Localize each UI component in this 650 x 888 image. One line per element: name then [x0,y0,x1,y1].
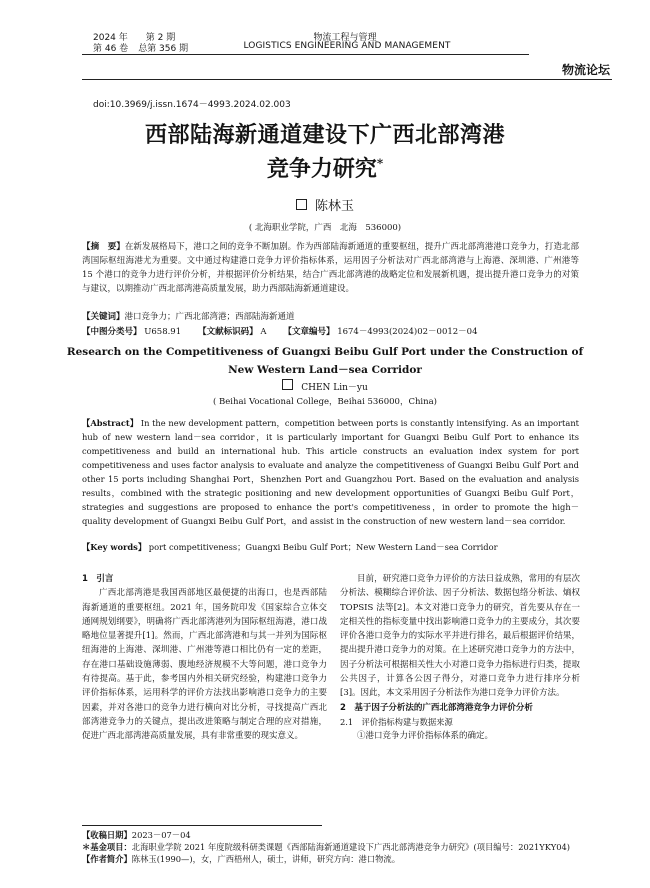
body-column-left [82,572,327,744]
total-issue-label: 总第 356 期 [138,44,189,54]
keywords-cn [82,310,579,322]
paper-title-text: 竞争力研究 [266,156,377,182]
english-title-line1: Research on the Competitiveness of Guangxi Beibu Gulf Port under the Construction of [66,346,584,358]
body-column-right [340,572,580,744]
author-name: 陈林玉 [314,199,354,214]
box-icon [282,379,293,390]
author-bio-value: 陈林玉(1990—)，女，广西梧州人，硕士，讲师，研究方向：港口物流。 [131,854,400,864]
journal-volume-line [93,41,198,54]
english-title-line2: New Western Land－sea Corridor [228,364,422,376]
volume-label: 第 46 卷 [93,44,129,54]
received-value: 2023－07－04 [131,830,191,840]
keywords-cn-text: 港口竞争力；广西北部湾港；西部陆海新通道 [124,312,295,322]
section-heading: 1 引言 [82,574,114,584]
author-en-line [60,379,590,393]
paper-title-line1: 西部陆海新通道建设下广西北部湾港 [144,122,505,148]
footnote [82,829,579,865]
year-label: 2024 年 [93,33,128,43]
body-paragraph: 广西北部湾港是我国西部地区最便捷的出海口，也是西部陆海新通道的重要枢纽。2021 年，国务院印发《国家综合立体交通网规划纲要》，明确将广西北部湾港列为国际枢纽海港，港口战略地位显著提升[1]。然而，广西北部湾港和与其一并列为国际枢纽海港的上海港、深圳港、广州港等港口相比仍有一定的差距，存在港口基础设施薄弱、腹地经济规模不大等问题，港口竞争力有待提高。基于此，参考国内外相关研究经验，构建港口竞争力评价指标体系，运用科学的评价方法找出影响港口竞争力的主要因素，并对各港口的竞争力进行横向对比分析，寻找提高广西北部湾港竞争力的关键点，提出改进策略与制定合理的应对措施，促进广西北部湾港高质量发展，具有非常重要的现实意义。 [82,588,327,742]
author-line [60,195,590,214]
author-bio-label: 【作者简介】 [82,854,132,864]
section-label: 物流论坛 [561,63,610,77]
keywords-en [82,541,579,553]
article-no-value: 1674－4993(2024)02－0012－04 [337,327,478,337]
received-date [82,829,579,841]
abstract-cn [82,240,579,296]
affiliation: ( 北海职业学院，广西 北海 536000) [248,223,402,233]
footnote-rule [82,825,322,826]
journal-name-cn: 物流工程与管理 [313,33,377,43]
doc-code-label: 【文献标识码】 [198,327,258,337]
doi: doi:10.3969/j.issn.1674－4993.2024.02.003 [93,100,291,110]
received-label: 【收稿日期】 [82,830,132,840]
journal-name-en: LOGISTICS ENGINEERING AND MANAGEMENT [243,41,451,51]
paper-title-line2 [60,152,590,183]
title-footnote-mark: * [376,156,384,171]
author-bio [82,853,579,865]
issue-label: 第 2 期 [145,33,176,43]
body-paragraph: 目前，研究港口竞争力评价的方法日益成熟，常用的有层次分析法、模糊综合评价法、因子分析法、数据包络分析法、熵权 TOPSIS 法等[2]。本文对港口竞争力的研究，首先要从存在一定相关性的指标变量中找出影响港口竞争力的主要成分，其次要评价各港口竞争力的实际水平并进行排名，最后根据评价结果，提出提升港口竞争力的对策。在上述研究港口竞争力的方法中，因子分析法可根据相关性大小对港口竞争力指标进行归类，提取公共因子，计算各公因子得分，对港口竞争力进行排序分析[3]。因此，本文采用因子分析法作为港口竞争力评价方法。 [340,574,580,699]
section-heading: 2 基于因子分析法的广西北部湾港竞争力评价分析 [340,702,533,713]
abstract-cn-label: 【摘 要】 [82,242,125,252]
keywords-en-label: 【Key words】 [82,542,147,552]
author-en-name: CHEN Lin－yu [301,383,368,393]
header-rule [82,54,529,55]
abstract-en-text: In the new development pattern，competition between ports is constantly intensifying. As an important hub of new western land－sea corridor，it is particularly important for Guangxi Beibu Gulf Port to enhance its competitiveness and build an international hub. This article constructs an evaluation index system for port competitiveness and uses factor analysis to evaluate and analyze the competitiveness of Guangxi Beibu Gulf Port and other 15 ports including Shanghai Port，Shenzhen Port and Guangzhou Port. Based on the evaluation and analysis results，combined with the strategic positioning and new development opportunities of Guangxi Beibu Gulf Port，strategies and suggestions are proposed to enhance the port's competitiveness，in order to promote the high－quality development of Guangxi Beibu Gulf Port，and assist in the construction of new western land－sea corridor. [82,418,579,526]
fund-info [82,841,579,853]
clc-label: 【中图分类号】 [82,327,142,337]
abstract-cn-text: 在新发展格局下，港口之间的竞争不断加剧。作为西部陆海新通道的重要枢纽，提升广西北部湾港港口竞争力，打造北部湾国际枢纽海港尤为重要。文中通过构建港口竞争力评价指标体系，运用因子分析法对广西北部湾港与上海港、深圳港、广州港等 15 个港口的竞争力进行评价分析，并根据评价分析结果，结合广西北部湾港的战略定位和发展新机遇，提出提升港口竞争力的对策与建议，以期推动广西北部湾港高质量发展，助力西部陆海新通道建设。 [82,242,579,294]
header-rule-bottom [82,79,612,80]
body-paragraph: ①港口竞争力评价指标体系的确定。 [357,731,494,742]
subsection-heading: 2.1 评价指标构建与数据来源 [340,716,453,727]
keywords-en-text: port competitiveness；Guangxi Beibu Gulf Port；New Western Land－sea Corridor [148,542,498,552]
affiliation-en: ( Beihai Vocational College，Beihai 536000，China) [212,397,437,407]
fund-label: ＊基金项目： [82,842,132,852]
abstract-en-label: 【Abstract】 [82,418,139,428]
classification-row [82,325,579,337]
box-icon [296,199,307,210]
fund-value: 北海职业学院 2021 年度院级科研类课题《西部陆海新通道建设下广西北部湾港竞争力研究》(项目编号：2021YKY04) [131,842,571,852]
clc-value: U658.91 [144,327,182,337]
keywords-cn-label: 【关键词】 [82,312,125,322]
doc-code-value: A [260,327,267,337]
article-no-label: 【文章编号】 [283,327,335,337]
abstract-en [82,416,579,528]
